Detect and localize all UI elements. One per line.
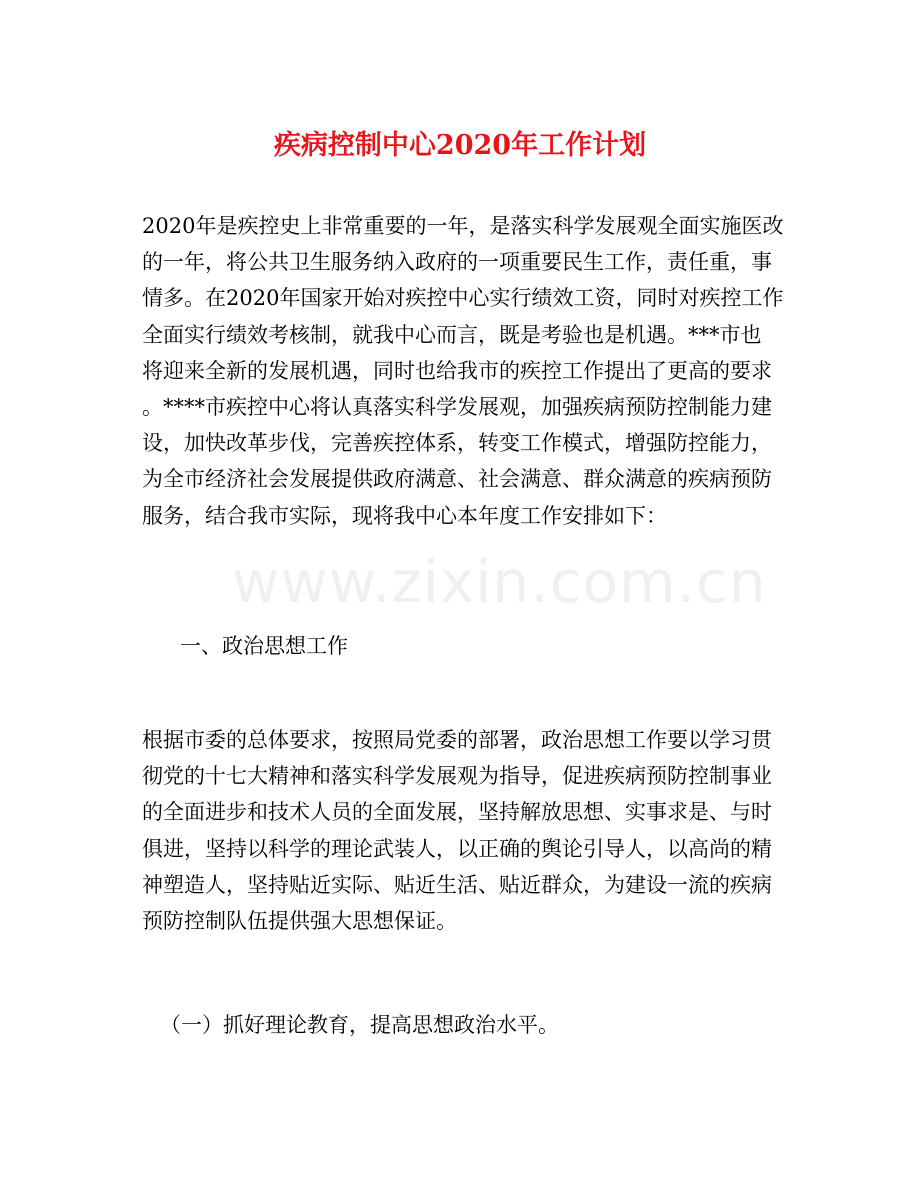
paragraph-line: 神塑造人，坚持贴近实际、贴近生活、贴近群众，为建设一流的疾病 <box>142 872 772 897</box>
document-title: 疾病控制中心2020年工作计划 <box>273 130 647 161</box>
paragraph-line: 的全面进步和技术人员的全面发展，坚持解放思想、实事求是、与时 <box>142 800 772 825</box>
paragraph-line: 预防控制队伍提供强大思想保证。 <box>142 908 457 933</box>
paragraph-line: 的一年，将公共卫生服务纳入政府的一项重要民生工作，责任重，事 <box>142 250 772 275</box>
paragraph-line: 设，加快改革步伐，完善疾控体系，转变工作模式，增强防控能力， <box>142 431 772 456</box>
subsection-heading: （一）抓好理论教育，提高思想政治水平。 <box>160 1013 559 1037</box>
paragraph-line: 。****市疾控中心将认真落实科学发展观，加强疾病预防控制能力建 <box>142 394 772 419</box>
paragraph-line: 全面实行绩效考核制，就我中心而言，既是考验也是机遇。***市也 <box>142 322 762 347</box>
paragraph-line: 彻党的十七大精神和落实科学发展观为指导，促进疾病预防控制事业 <box>142 764 772 789</box>
paragraph-line: 俱进，坚持以科学的理论武装人，以正确的舆论引导人，以高尚的精 <box>142 836 772 861</box>
paragraph-line: 2020年是疾控史上非常重要的一年，是落实科学发展观全面实施医改 <box>142 214 784 238</box>
paragraph-line: 将迎来全新的发展机遇，同时也给我市的疾控工作提出了更高的要求 <box>142 358 772 383</box>
paragraph-line: 情多。在2020年国家开始对疾控中心实行绩效工资，同时对疾控工作 <box>142 286 784 311</box>
section-heading: 一、政治思想工作 <box>180 634 348 658</box>
political-work-paragraph <box>142 722 782 939</box>
watermark: www.zixin.com.cn <box>232 548 767 616</box>
paragraph-line: 根据市委的总体要求，按照局党委的部署，政治思想工作要以学习贯 <box>142 728 772 752</box>
intro-paragraph <box>142 208 782 534</box>
paragraph-line: 为全市经济社会发展提供政府满意、社会满意、群众满意的疾病预防 <box>142 467 772 492</box>
paragraph-line: 服务，结合我市实际，现将我中心本年度工作安排如下： <box>142 503 667 528</box>
